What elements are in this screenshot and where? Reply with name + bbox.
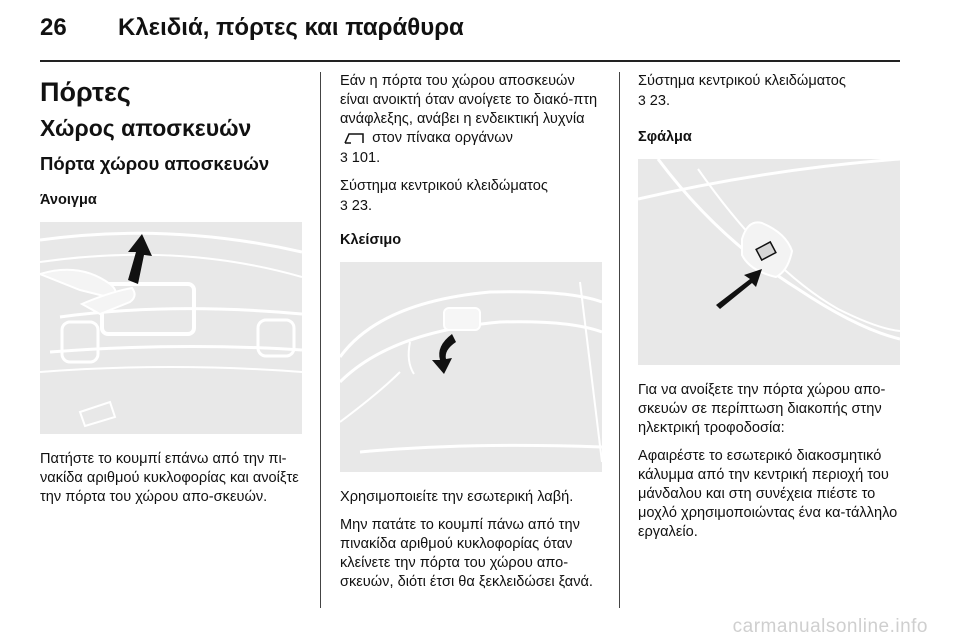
indicator-text-after: στον πίνακα οργάνων [372,130,513,146]
page-reference-icon: 3 [340,197,348,213]
watermark: carmanualsonline.info [732,616,928,637]
topic-heading: Πόρτα χώρου αποσκευών [40,153,270,174]
indicator-text-before: Εάν η πόρτα του χώρου αποσκευών είναι ανοικτή όταν ανοίγετε το διακό-πτη ανάφλεξης, ανάβει η ενδεικτική λυχνία [340,73,598,127]
illustration-fault [638,159,900,365]
page-reference-icon: 3 [340,149,348,165]
opening-heading: Άνοιγμα [40,192,97,208]
column-divider-1 [320,72,321,608]
page-reference-icon: 3 [638,92,646,108]
cross-reference-text: Σύστημα κεντρικού κλειδώματος [638,73,846,89]
fault-procedure: Αφαιρέστε το εσωτερικό διακοσμητικό κάλυμμα από την κεντρική περιοχή του μάνδαλου και στη συνέχεια πιέστε το μοχλό χρησιμοποιώντας ένα κα-τάλληλο εργαλείο. [638,448,898,540]
indicator-paragraph [340,72,602,168]
closing-heading: Κλείσιμο [340,232,402,248]
fault-explanation: Για να ανοίξετε την πόρτα χώρου απο-σκευών σε περίπτωση διακοπής στην ηλεκτρική τροφοδοσία: [638,382,886,436]
fault-heading: Σφάλμα [638,129,692,145]
page-title: Κλειδιά, πόρτες και παράθυρα [118,14,464,41]
page-reference: 23. [649,93,671,109]
column-2 [340,72,602,601]
illustration-opening [40,222,302,434]
page-reference: 23. [351,198,373,214]
column-divider-2 [619,72,620,608]
cross-reference-text: Σύστημα κεντρικού κλειδώματος [340,178,548,194]
page-number: 26 [40,14,67,41]
subsection-heading: Χώρος αποσκευών [40,115,252,141]
tailgate-open-indicator-icon [343,131,365,145]
illustration-closing [340,262,602,472]
closing-instruction: Χρησιμοποιείτε την εσωτερική λαβή. [340,489,574,505]
central-locking-reference [340,177,602,216]
column-1 [40,72,302,516]
column-3 [638,72,900,551]
page-reference: 101. [351,150,381,166]
opening-instructions: Πατήστε το κουμπί επάνω από την πι-νακίδα αριθμού κυκλοφορίας και ανοίξτε την πόρτα του χώρου απο-σκευών. [40,451,299,505]
page-header [0,0,960,64]
central-locking-reference [638,72,900,111]
header-rule [40,60,900,62]
section-heading: Πόρτες [40,77,131,107]
closing-warning: Μην πατάτε το κουμπί πάνω από την πινακίδα αριθμού κυκλοφορίας όταν κλείνετε την πόρτα του χώρου απο-σκευών, διότι έτσι θα ξεκλειδώσει ξανά. [340,517,593,590]
